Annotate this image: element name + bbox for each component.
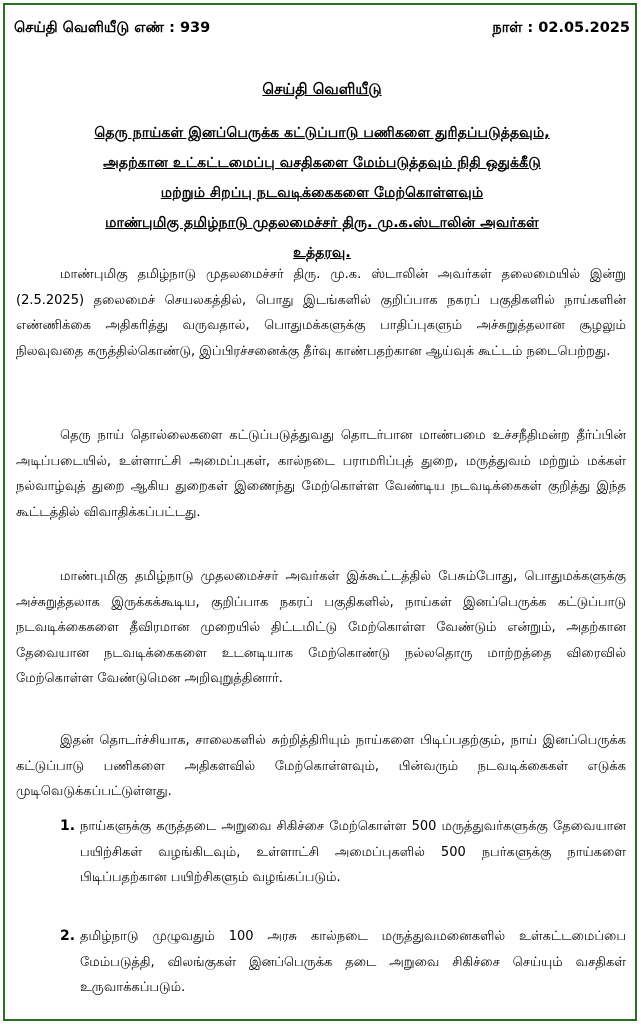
paragraph-court-ruling: தெரு நாய் தொல்லைகளை கட்டுப்படுத்துவது தொடர்பான மாண்பமை உச்சநீதிமன்ற தீர்ப்பின் அடிப்படையில், உள்ளாட்சி அமைப்புகள், கால்நடை பராமரிப்புத் துறை, மருத்துவம் மற்றும் மக்கள் நல்வாழ்வுத் துறை ஆகிய துறைகள் இணைந்து மேற்கொள்ள வேண்டிய நடவடிக்கைகள் குறித்து இந்த கூட்டத்தில் விவாதிக்கப்பட்டது. [16, 428, 626, 520]
decision-list-1 [16, 814, 626, 891]
release-number: செய்தி வெளியீடு எண் : 939 [14, 20, 211, 36]
subject-line: உத்தரவு. [293, 245, 351, 261]
subject-line: மற்றும் சிறப்பு நடவடிக்கைகளை மேற்கொள்ளவும் [160, 185, 484, 201]
paragraph-cm-instruction: மாண்புமிகு தமிழ்நாடு முதலமைச்சர் அவர்கள் இக்கூட்டத்தில் பேசும்போது, பொதுமக்களுக்கு அச்சுறுத்தலாக இருக்கக்கூடிய, குறிப்பாக நகரப் பகுதிகளில், நாய்கள் இனப்பெருக்க கட்டுப்பாடு நடவடிக்கைகளை தீவிரமான முறையில் திட்டமிட்டு மேற்கொள்ள வேண்டும் என்றும், அதற்கான தேவையான நடவடிக்கைகளை உடனடியாக மேற்கொண்டு நல்லதொரு மாற்றத்தை விரைவில் மேற்கொள்ள வேண்டுமென அறிவுறுத்தினார். [16, 569, 626, 686]
list-item [16, 814, 626, 891]
list-number: 1. [60, 818, 76, 834]
paragraph-decisions: இதன் தொடர்ச்சியாக, சாலைகளில் சுற்றித்திரியும் நாய்களை பிடிப்பதற்கும், நாய் இனப்பெருக்க கட்டுப்பாடு பணிகளை அதிகளவில் மேற்கொள்ளவும், பின்வரும் நடவடிக்கைகள் எடுக்க முடிவெடுக்கப்பட்டுள்ளது. [16, 733, 626, 799]
document-title: செய்தி வெளியீடு [262, 80, 382, 98]
subject-heading [20, 118, 624, 268]
subject-line: மாண்புமிகு தமிழ்நாடு முதலமைச்சர் திரு. மு.க.ஸ்டாலின் அவர்கள் [105, 215, 539, 231]
list-number: 2. [60, 928, 76, 944]
list-item [16, 924, 626, 1001]
subject-line: அதற்கான உட்கட்டமைப்பு வசதிகளை மேம்படுத்தவும் நிதி ஒதுக்கீடு [103, 155, 541, 171]
paragraph-meeting: மாண்புமிகு தமிழ்நாடு முதலமைச்சர் திரு. மு.க. ஸ்டாலின் அவர்கள் தலைமையில் இன்று (2.5.2025) தலைமைச் செயலகத்தில், பொது இடங்களில் குறிப்பாக நகரப் பகுதிகளில் நாய்களின் எண்ணிக்கை அதிகரித்து வருவதால், பொதுமக்களுக்கு பாதிப்புகளும் அச்சுறுத்தலான சூழலும் நிலவுவதை கருத்தில்கொண்டு, இப்பிரச்சனைக்கு தீர்வு காண்பதற்கான ஆய்வுக் கூட்டம் நடைபெற்றது. [16, 267, 626, 359]
list-text: தமிழ்நாடு முழுவதும் 100 அரசு கால்நடை மருத்துவமனைகளில் உள்கட்டமைப்பை மேம்படுத்தி, விலங்குகள் இனப்பெருக்க தடை அறுவை சிகிச்சை செய்யும் வசதிகள் உருவாக்கப்படும். [80, 929, 626, 995]
release-date: நாள் : 02.05.2025 [492, 20, 630, 36]
list-text: நாய்களுக்கு கருத்தடை அறுவை சிகிச்சை மேற்கொள்ள 500 மருத்துவர்களுக்கு தேவையான பயிற்சிகள் வழங்கிடவும், உள்ளாட்சி அமைப்புகளில் 500 நபர்களுக்கு நாய்களை பிடிப்பதற்கான பயிற்சிகளும் வழங்கப்படும். [80, 819, 626, 885]
subject-line: தெரு நாய்கள் இனப்பெருக்க கட்டுப்பாடு பணிகளை துரிதப்படுத்தவும், [94, 125, 550, 141]
header-row [14, 20, 630, 42]
decision-list-2 [16, 924, 626, 1001]
